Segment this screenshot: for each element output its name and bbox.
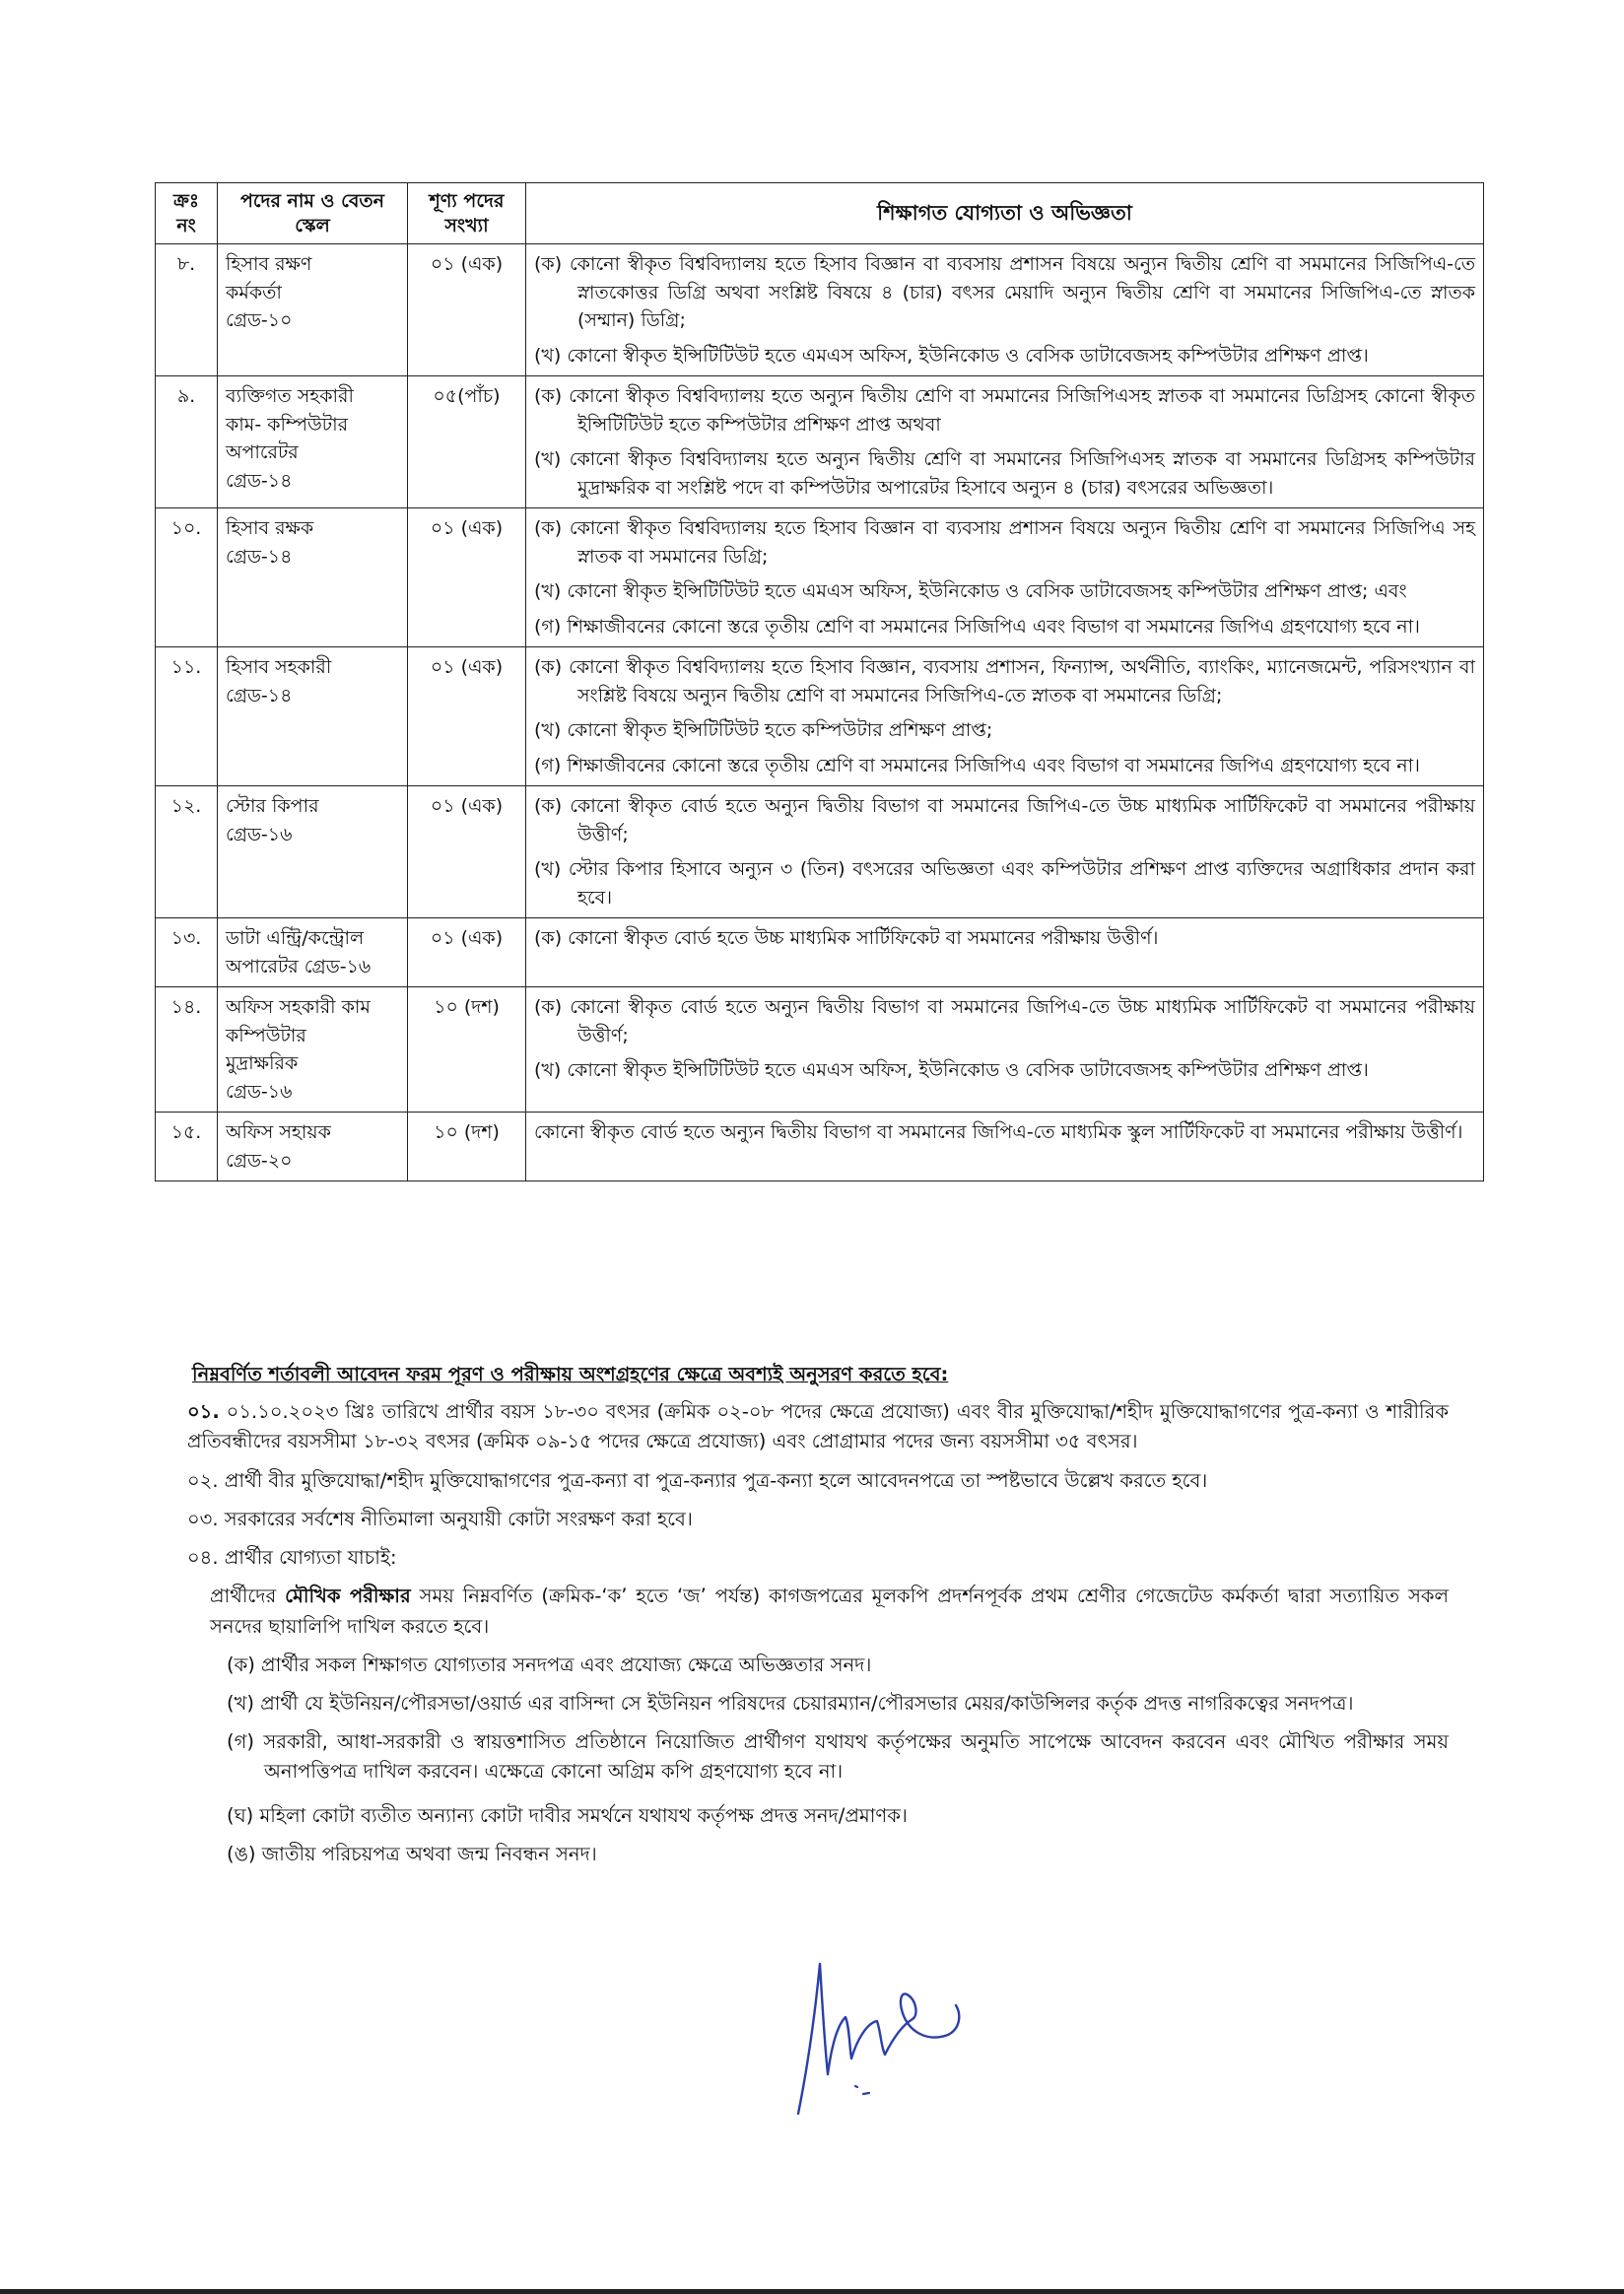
post-name-line: গ্রেড-২০ — [226, 1149, 293, 1172]
post-name-line: গ্রেড-১০ — [226, 309, 293, 332]
qualification-item: (খ) কোনো স্বীকৃত ইন্সিটিটিউট হতে এমএস অফিস, ইউনিকোড ও বেসিক ডাটাবেজসহ কম্পিউটার প্রশিক্ষণ প্রাপ্ত; এবং — [534, 580, 1407, 603]
condition-number: ০১. — [187, 1400, 220, 1424]
verification-document-item: (ঙ) জাতীয় পরিচয়পত্র অথবা জন্ম নিবন্ধন সনদ। — [227, 1842, 597, 1865]
header-serial: ক্রঃ নং — [156, 183, 218, 244]
row-post-name — [218, 786, 408, 918]
row-vacancies: ০৫(পাঁচ) — [408, 376, 526, 508]
conditions-section — [187, 1360, 1449, 1878]
row-serial: ১৩. — [156, 918, 218, 987]
post-name-line: অফিস সহায়ক — [226, 1121, 331, 1144]
condition-number: ০৩. — [187, 1507, 219, 1530]
qualification-item: (খ) কোনো স্বীকৃত ইন্সিটিটিউট হতে এমএস অফিস, ইউনিকোড ও বেসিক ডাটাবেজসহ কম্পিউটার প্রশিক্ষণ প্রাপ্ত। — [534, 1059, 1369, 1082]
posts-table — [155, 182, 1484, 1181]
header-vacancies: শূণ্য পদের সংখ্যা — [408, 183, 526, 244]
qualification-item: (খ) কোনো স্বীকৃত বিশ্ববিদ্যালয় হতে অন্যুন দ্বিতীয় শ্রেণি বা সমমানের সিজিপিএসহ স্নাতক বা সমমানের ডিগ্রিসহ কম্পিউটার মুদ্রাক্ষরিক বা সংশ্লিষ্ট পদে বা কম্পিউটার অপারেটর হিসাবে অন্যুন ৪ (চার) বৎসরের অভিজ্ঞতা। — [534, 448, 1475, 499]
post-name-line: অপারেটর গ্রেড-১৬ — [226, 955, 372, 978]
post-name-line: ডাটা এন্ট্রি/কন্ট্রোল — [226, 927, 365, 950]
verification-document-item: (খ) প্রার্থী যে ইউনিয়ন/পৌরসভা/ওয়ার্ড এর বাসিন্দা সে ইউনিয়ন পরিষদের চেয়ারম্যান/পৌরসভার মেয়র/কাউন্সিলর কর্তৃক প্রদত্ত নাগরিকত্বের সনদপত্র। — [227, 1691, 1354, 1715]
signature-image — [788, 1956, 995, 2124]
qualification-item: (ক) কোনো স্বীকৃত বোর্ড হতে অন্যুন দ্বিতীয় বিভাগ বা সমমানের জিপিএ-তে উচ্চ মাধ্যমিক সার্টিফিকেট বা সমমানের পরীক্ষায় উত্তীর্ণ; — [534, 795, 1475, 845]
condition-text: ০১.১০.২০২৩ খ্রিঃ তারিখে প্রার্থীর বয়স ১৮-৩০ বৎসর (ক্রমিক ০২-০৮ পদের ক্ষেত্রে প্রযোজ্য) এবং বীর মুক্তিযোদ্ধা/শহীদ মুক্তিযোদ্ধাগণের পুত্র-কন্যা ও শারীরিক প্রতিবন্ধীদের বয়সসীমা ১৮-৩২ বৎসর (ক্রমিক ০৯-১৫ পদের ক্ষেত্রে প্রযোজ্য) এবং প্রোগ্রামার পদের জন্য বয়সসীমা ৩৫ বৎসর। — [187, 1400, 1449, 1453]
row-post-name — [218, 508, 408, 647]
row-qualification — [526, 918, 1484, 987]
qualification-item: (ক) কোনো স্বীকৃত বিশ্ববিদ্যালয় হতে অন্যুন দ্বিতীয় শ্রেণি বা সমমানের সিজিপিএসহ স্নাতক বা সমমানের ডিগ্রিসহ কোনো স্বীকৃত ইন্সিটিটিউট হতে কম্পিউটার প্রশিক্ষণ প্রাপ্ত অথবা — [534, 385, 1475, 436]
row-qualification — [526, 647, 1484, 786]
qualification-item: (গ) শিক্ষাজীবনের কোনো স্তরে তৃতীয় শ্রেণি বা সমমানের সিজিপিএ এবং বিভাগ বা সমমানের জিপিএ গ্রহণযোগ্য হবে না। — [534, 754, 1420, 776]
row-vacancies: ০১ (এক) — [408, 918, 526, 987]
verification-documents-list — [187, 1651, 1449, 1869]
post-name-line: হিসাব রক্ষক — [226, 517, 314, 540]
condition-item — [187, 1397, 1449, 1456]
verification-document-item: (গ) সরকারী, আধা-সরকারী ও স্বায়ত্তশাসিত প্রতিষ্ঠানে নিয়োজিত প্রার্থীগণ যথাযথ কর্তৃপক্ষের অনুমতি সাপেক্ষে আবেদন করবেন এবং মৌখিত পরীক্ষার সময় অনাপত্তিপত্র দাখিল করবেন। এক্ষেত্রে কোনো অগ্রিম কপি গ্রহণযোগ্য হবে না। — [227, 1730, 1449, 1784]
post-name-line: অপারেটর — [226, 441, 299, 464]
row-post-name — [218, 987, 408, 1113]
table-row — [156, 244, 1484, 376]
verification-intro-text: প্রার্থীদের — [210, 1585, 286, 1608]
row-serial: ৯. — [156, 376, 218, 508]
qualification-item: (ক) কোনো স্বীকৃত বিশ্ববিদ্যালয় হতে হিসাব বিজ্ঞান বা ব্যবসায় প্রশাসন বিষয়ে অন্যুন দ্বিতীয় শ্রেণি বা সমমানের সিজিপিএ সহ স্নাতক বা সমমানের ডিগ্রি; — [534, 517, 1475, 568]
qualification-item: (খ) কোনো স্বীকৃত ইন্সিটিটিউট হতে কম্পিউটার প্রশিক্ষণ প্রাপ্ত; — [534, 719, 993, 742]
post-name-line: হিসাব রক্ষণ — [226, 253, 312, 276]
row-post-name — [218, 244, 408, 376]
verification-intro-bold: মৌখিক পরীক্ষার — [285, 1585, 411, 1608]
condition-item — [187, 1543, 1449, 1573]
row-serial: ১২. — [156, 786, 218, 918]
post-name-line: গ্রেড-১৬ — [226, 823, 293, 845]
row-vacancies: ০১ (এক) — [408, 244, 526, 376]
row-serial: ১০. — [156, 508, 218, 647]
verification-document-item: (ক) প্রার্থীর সকল শিক্ষাগত যোগ্যতার সনদপত্র এবং প্রযোজ্য ক্ষেত্রে অভিজ্ঞতার সনদ। — [227, 1653, 872, 1676]
row-vacancies: ১০ (দশ) — [408, 1113, 526, 1181]
table-row — [156, 508, 1484, 647]
qualification-item: (ক) কোনো স্বীকৃত বিশ্ববিদ্যালয় হতে হিসাব বিজ্ঞান বা ব্যবসায় প্রশাসন বিষয়ে অন্যুন দ্বিতীয় শ্রেণি বা সমমানের সিজিপিএ-তে স্নাতকোত্তর ডিগ্রি অথবা সংশ্লিষ্ট বিষয়ে ৪ (চার) বৎসর মেয়াদি অন্যুন দ্বিতীয় শ্রেণি বা সমমানের সিজিপিএ-তে স্নাতক (সম্মান) ডিগ্রি; — [534, 253, 1475, 332]
page-bottom-border — [0, 2289, 1624, 2294]
qualification-item: (খ) কোনো স্বীকৃত ইন্সিটিটিউট হতে এমএস অফিস, ইউনিকোড ও বেসিক ডাটাবেজসহ কম্পিউটার প্রশিক্ষণ প্রাপ্ত। — [534, 344, 1369, 367]
qualification-item: কোনো স্বীকৃত বোর্ড হতে অন্যুন দ্বিতীয় বিভাগ বা সমমানের জিপিএ-তে মাধ্যমিক স্কুল সার্টিফিকেট বা সমমানের পরীক্ষায় উত্তীর্ণ। — [534, 1121, 1463, 1144]
row-qualification — [526, 987, 1484, 1113]
table-row — [156, 647, 1484, 786]
qualification-item: (ক) কোনো স্বীকৃত বিশ্ববিদ্যালয় হতে হিসাব বিজ্ঞান, ব্যবসায় প্রশাসন, ফিন্যান্স, অর্থনীতি, ব্যাংকিং, ম্যানেজমেন্ট, পরিসংখ্যান বা সংশ্লিষ্ট বিষয়ে অন্যুন দ্বিতীয় শ্রেণি বা সমমানের সিজিপিএ-তে স্নাতক বা সমমানের ডিগ্রি; — [534, 656, 1475, 707]
verification-document-item: (ঘ) মহিলা কোটা ব্যতীত অন্যান্য কোটা দাবীর সমর্থনে যথাযথ কর্তৃপক্ষ প্রদত্ত সনদ/প্রমাণক। — [227, 1803, 908, 1827]
table-row — [156, 987, 1484, 1113]
post-name-line: গ্রেড-১৪ — [226, 545, 293, 568]
qualification-item: (ক) কোনো স্বীকৃত বোর্ড হতে উচ্চ মাধ্যমিক সার্টিফিকেট বা সমমানের পরীক্ষায় উত্তীর্ণ। — [534, 927, 1159, 950]
conditions-heading: নিম্নবর্ণিত শর্তাবলী আবেদন ফরম পূরণ ও পরীক্ষায় অংশগ্রহণের ক্ষেত্রে অবশ্যই অনুসরণ করতে হবে: — [192, 1363, 949, 1385]
table-row — [156, 1113, 1484, 1181]
row-vacancies: ১০ (দশ) — [408, 987, 526, 1113]
post-name-line: অফিস সহকারী কাম — [226, 996, 371, 1019]
condition-text: প্রার্থীর যোগ্যতা যাচাই: — [218, 1546, 397, 1570]
header-post-name: পদের নাম ও বেতন স্কেল — [218, 183, 408, 244]
condition-item — [187, 1505, 1449, 1534]
condition-text: সরকারের সর্বশেষ নীতিমালা অনুযায়ী কোটা সংরক্ষণ করা হবে। — [218, 1507, 693, 1530]
condition-number: ০৪. — [187, 1546, 219, 1570]
row-qualification — [526, 786, 1484, 918]
table-row — [156, 918, 1484, 987]
verification-intro — [187, 1582, 1449, 1641]
condition-number: ০২. — [187, 1468, 219, 1492]
row-qualification — [526, 1113, 1484, 1181]
condition-text: প্রার্থী বীর মুক্তিযোদ্ধা/শহীদ মুক্তিযোদ্ধাগণের পুত্র-কন্যা বা পুত্র-কন্যার পুত্র-কন্যা হলে আবেদনপত্রে তা স্পষ্টভাবে উল্লেখ করতে হবে। — [218, 1468, 1208, 1492]
row-vacancies: ০১ (এক) — [408, 786, 526, 918]
row-qualification — [526, 244, 1484, 376]
post-name-line: গ্রেড-১৪ — [226, 469, 293, 492]
post-name-line: গ্রেড-১৪ — [226, 684, 293, 707]
table-header-row — [156, 183, 1484, 244]
header-qualification: শিক্ষাগত যোগ্যতা ও অভিজ্ঞতা — [526, 183, 1484, 244]
posts-table-body — [156, 244, 1484, 1181]
row-qualification — [526, 376, 1484, 508]
post-name-line: কাম- কম্পিউটার — [226, 413, 349, 436]
table-row — [156, 376, 1484, 508]
row-post-name — [218, 647, 408, 786]
qualification-item: (ক) কোনো স্বীকৃত বোর্ড হতে অন্যুন দ্বিতীয় বিভাগ বা সমমানের জিপিএ-তে উচ্চ মাধ্যমিক সার্টিফিকেট বা সমমানের পরীক্ষায় উত্তীর্ণ; — [534, 996, 1475, 1046]
row-vacancies: ০১ (এক) — [408, 647, 526, 786]
table-row — [156, 786, 1484, 918]
post-name-line: মুদ্রাক্ষরিক — [226, 1052, 299, 1075]
row-vacancies: ০১ (এক) — [408, 508, 526, 647]
post-name-line: কর্মকর্তা — [226, 281, 282, 304]
post-name-line: স্টোর কিপার — [226, 795, 319, 818]
row-serial: ৮. — [156, 244, 218, 376]
conditions-list — [187, 1397, 1449, 1573]
row-post-name — [218, 376, 408, 508]
row-serial: ১৫. — [156, 1113, 218, 1181]
post-name-line: ব্যক্তিগত সহকারী — [226, 385, 354, 408]
row-serial: ১১. — [156, 647, 218, 786]
row-post-name — [218, 1113, 408, 1181]
qualification-item: (গ) শিক্ষাজীবনের কোনো স্তরে তৃতীয় শ্রেণি বা সমমানের সিজিপিএ এবং বিভাগ বা সমমানের জিপিএ গ্রহণযোগ্য হবে না। — [534, 615, 1420, 638]
post-name-line: হিসাব সহকারী — [226, 656, 332, 679]
row-serial: ১৪. — [156, 987, 218, 1113]
qualification-item: (খ) স্টোর কিপার হিসাবে অন্যুন ৩ (তিন) বৎসরের অভিজ্ঞতা এবং কম্পিউটার প্রশিক্ষণ প্রাপ্ত ব্যক্তিদের অগ্রাধিকার প্রদান করা হবে। — [534, 858, 1475, 909]
post-name-line: কম্পিউটার — [226, 1024, 306, 1046]
row-post-name — [218, 918, 408, 987]
verification-intro-text-rest: সময় নিম্নবর্ণিত (ক্রমিক-‘ক’ হতে ‘জ’ পর্যন্ত) কাগজপত্রের মূলকপি প্রদর্শনপূর্বক প্রথম শ্রেণীর গেজেটেড কর্মকর্তা দ্বারা সত্যায়িত সকল সনদের ছায়ালিপি দাখিল করতে হবে। — [210, 1585, 1449, 1638]
row-qualification — [526, 508, 1484, 647]
condition-item — [187, 1466, 1449, 1496]
post-name-line: গ্রেড-১৬ — [226, 1080, 293, 1103]
